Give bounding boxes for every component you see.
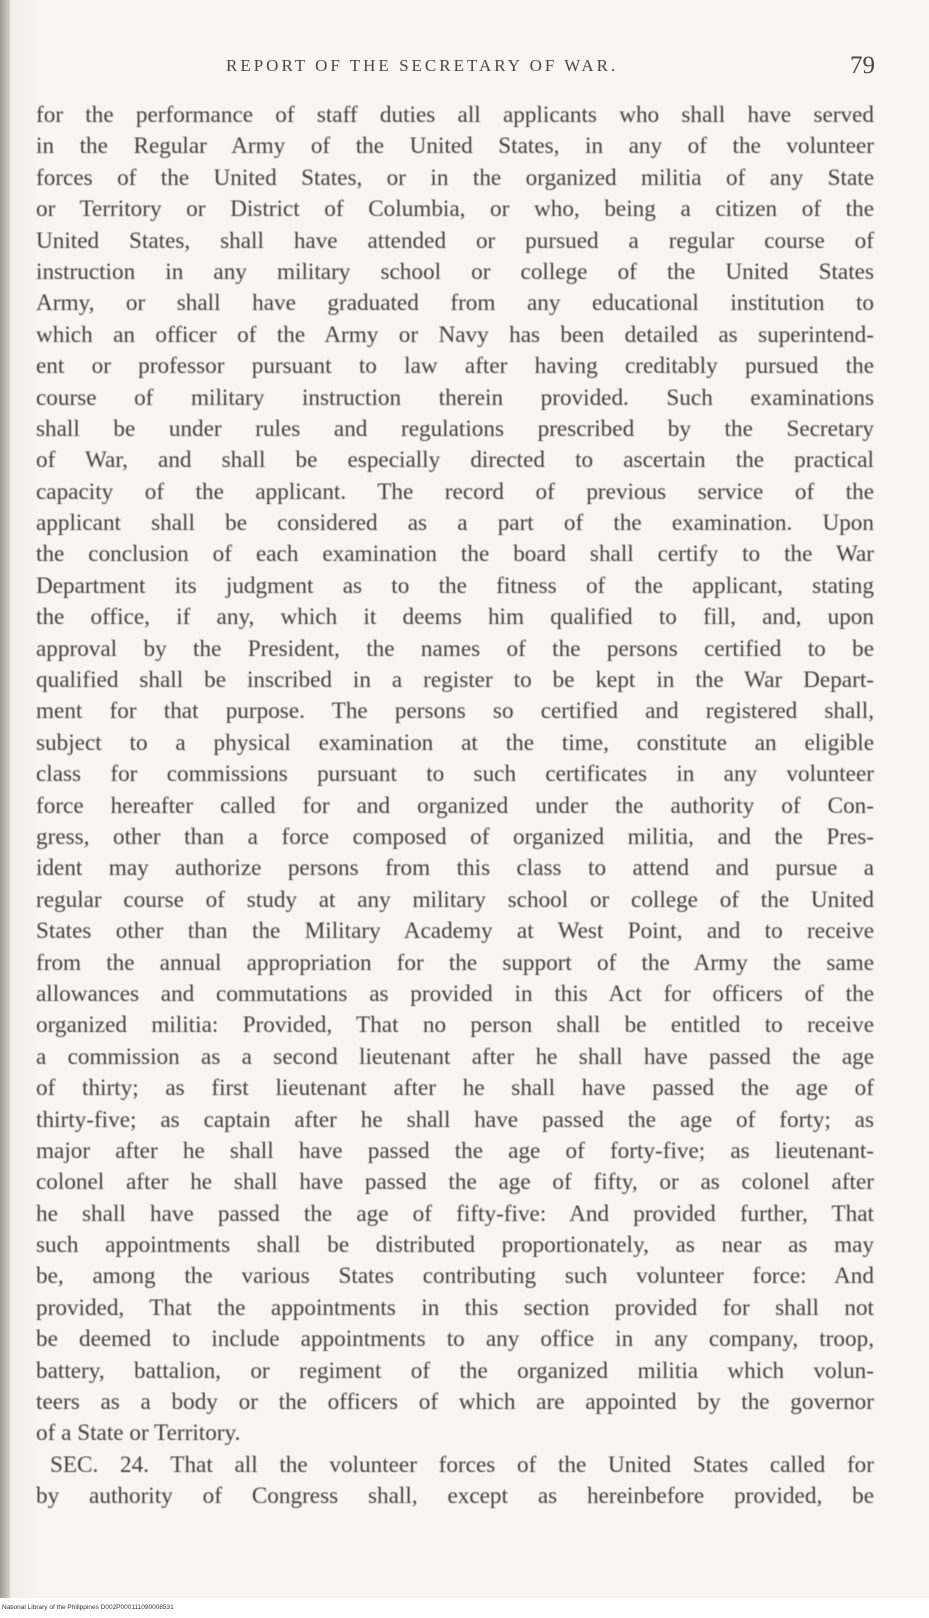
- text-line: Department its judgment as to the fitness of the applicant, stating: [36, 572, 874, 599]
- text-line: ident may authorize persons from this class to attend and pursue a: [36, 855, 874, 882]
- text-line: subject to a physical examination at the time, constitute an eligible: [36, 729, 874, 756]
- text-line: from the annual appropriation for the support of the Army the same: [36, 949, 874, 976]
- text-line: battery, battalion, or regiment of the organized militia which volun-: [36, 1357, 874, 1384]
- running-header: [0, 52, 929, 88]
- text-line: or Territory or District of Columbia, or who, being a citizen of the: [36, 196, 874, 223]
- text-line: qualified shall be inscribed in a register to be kept in the War Depart-: [36, 667, 874, 694]
- scan-credit: National Library of the Philippines D002P000111090008531: [2, 1604, 174, 1611]
- text-line: thirty-five; as captain after he shall have passed the age of forty; as: [36, 1106, 874, 1133]
- text-line: for the performance of staff duties all applicants who shall have served: [36, 102, 874, 128]
- text-line: States other than the Military Academy at West Point, and to receive: [36, 918, 874, 945]
- text-line: ent or professor pursuant to law after having creditably pursued the: [36, 353, 874, 380]
- text-line: by authority of Congress shall, except as hereinbefore provided, be: [36, 1483, 874, 1510]
- text-line: major after he shall have passed the age of forty-five; as lieutenant-: [36, 1137, 874, 1164]
- running-title: REPORT OF THE SECRETARY OF WAR.: [226, 56, 619, 75]
- text-line: shall be under rules and regulations prescribed by the Secretary: [36, 415, 874, 442]
- text-line: regular course of study at any military school or college of the United: [36, 886, 874, 913]
- text-line: capacity of the applicant. The record of previous service of the: [36, 478, 874, 505]
- text-line: force hereafter called for and organized under the authority of Con-: [36, 792, 874, 819]
- text-line: United States, shall have attended or pursued a regular course of: [36, 227, 874, 254]
- text-line: which an officer of the Army or Navy has been detailed as superintend-: [36, 321, 874, 348]
- text-line: organized militia: Provided, That no person shall be entitled to receive: [36, 1012, 874, 1039]
- text-line: course of military instruction therein provided. Such examinations: [36, 384, 874, 411]
- text-line: be deemed to include appointments to any office in any company, troop,: [36, 1326, 874, 1353]
- text-line: approval by the President, the names of the persons certified to be: [36, 635, 874, 662]
- text-line: gress, other than a force composed of organized militia, and the Pres-: [36, 823, 874, 850]
- text-line: instruction in any military school or college of the United States: [36, 258, 874, 285]
- paragraph-end-line: of a State or Territory.: [36, 1420, 241, 1447]
- text-line: provided, That the appointments in this section provided for shall not: [36, 1294, 874, 1321]
- text-line: Army, or shall have graduated from any educational institution to: [36, 290, 874, 317]
- text-line: class for commissions pursuant to such certificates in any volunteer: [36, 761, 874, 788]
- text-line: of thirty; as first lieutenant after he shall have passed the age of: [36, 1075, 874, 1102]
- text-line: the conclusion of each examination the board shall certify to the War: [36, 541, 874, 568]
- text-line: a commission as a second lieutenant after he shall have passed the age: [36, 1043, 874, 1070]
- text-line: colonel after he shall have passed the age of fifty, or as colonel after: [36, 1169, 874, 1196]
- page-number: 79: [850, 52, 875, 79]
- section-start-line: SEC. 24. That all the volunteer forces of the United States called for: [50, 1451, 874, 1478]
- text-line: be, among the various States contributing such volunteer force: And: [36, 1263, 874, 1290]
- body-text: [36, 100, 874, 1513]
- scan-footer: [0, 1598, 929, 1618]
- text-line: forces of the United States, or in the organized militia of any State: [36, 164, 874, 191]
- text-line: in the Regular Army of the United States, in any of the volunteer: [36, 133, 874, 160]
- text-line: the office, if any, which it deems him qualified to fill, and, upon: [36, 604, 874, 631]
- text-line: allowances and commutations as provided in this Act for officers of the: [36, 980, 874, 1007]
- text-line: ment for that purpose. The persons so certified and registered shall,: [36, 698, 874, 725]
- text-line: applicant shall be considered as a part of the examination. Upon: [36, 510, 874, 537]
- page-gutter-shadow: [0, 0, 10, 1600]
- text-line: he shall have passed the age of fifty-five: And provided further, That: [36, 1200, 874, 1227]
- text-line: teers as a body or the officers of which are appointed by the governor: [36, 1389, 874, 1416]
- text-line: of War, and shall be especially directed to ascertain the practical: [36, 447, 874, 474]
- text-line: such appointments shall be distributed proportionately, as near as may: [36, 1232, 874, 1259]
